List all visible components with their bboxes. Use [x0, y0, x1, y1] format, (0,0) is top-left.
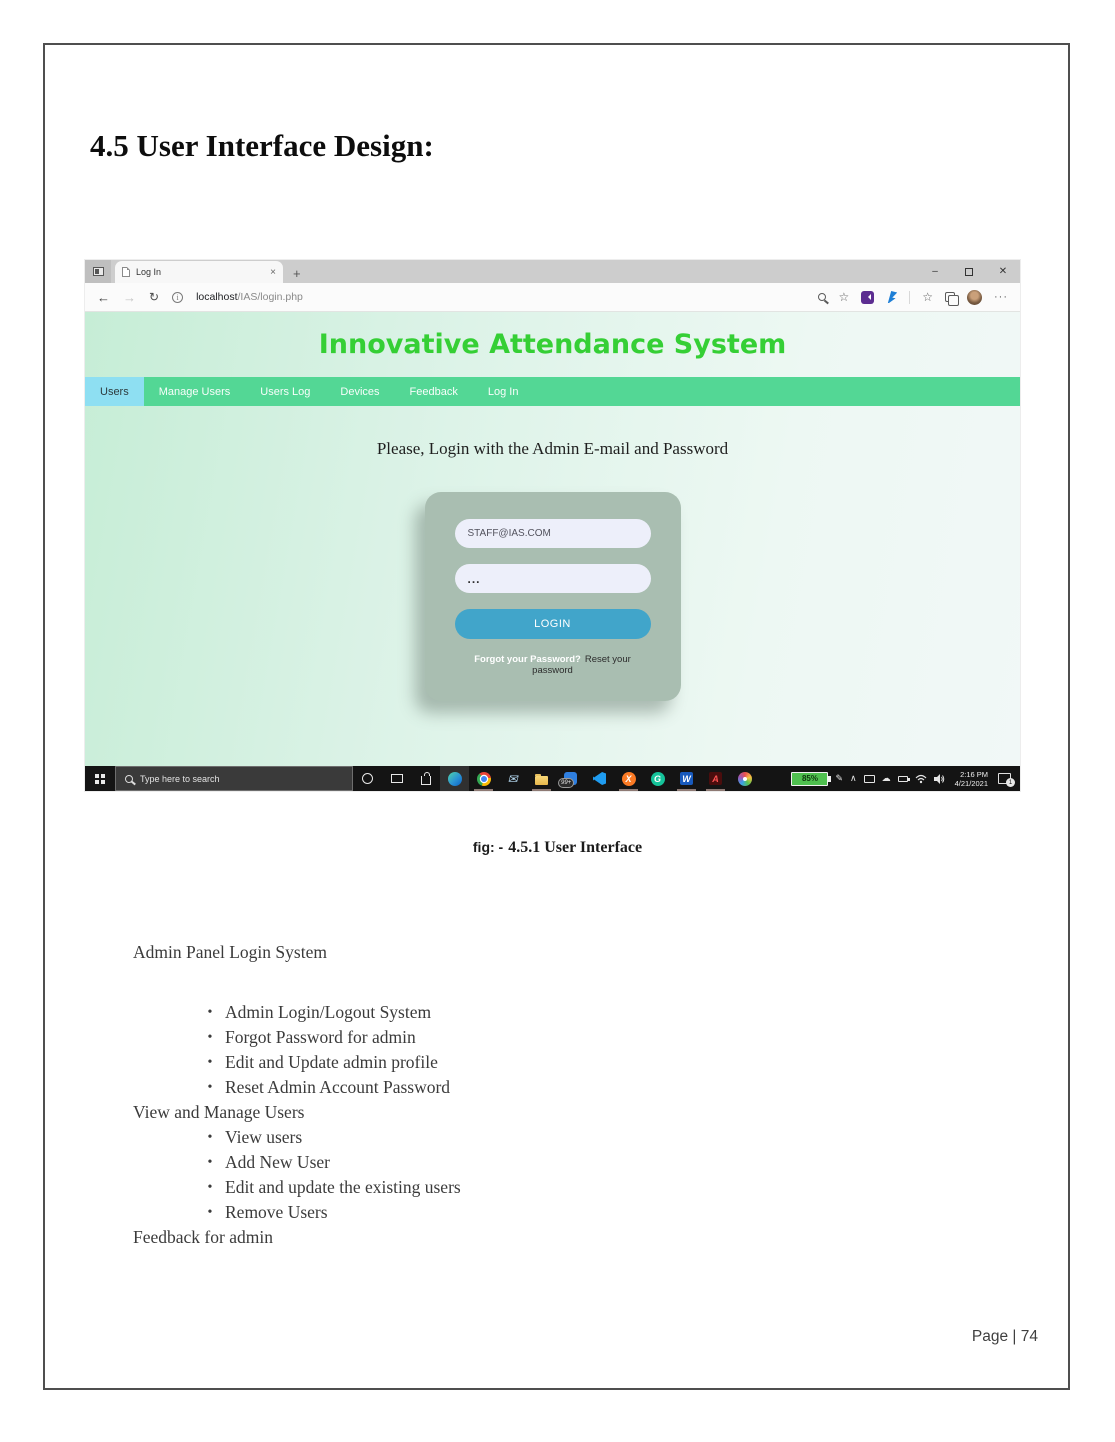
- page-icon: [122, 267, 130, 277]
- maximize-icon: [965, 268, 973, 276]
- cortana-icon[interactable]: [353, 766, 382, 791]
- page-body: [85, 406, 1020, 766]
- login-prompt: Please, Login with the Admin E-mail and Password: [376, 439, 729, 458]
- nav-item-users[interactable]: Users: [85, 377, 144, 406]
- battery-tray-icon[interactable]: [898, 776, 908, 782]
- your-phone-icon[interactable]: [556, 766, 585, 791]
- list-item: • Reset Admin Account Password: [133, 1075, 853, 1100]
- search-icon[interactable]: [818, 293, 826, 301]
- nav-item-users-log[interactable]: Users Log: [260, 385, 311, 398]
- back-button[interactable]: ←: [97, 289, 110, 305]
- list-item: • Forgot Password for admin: [133, 1025, 853, 1050]
- site-info-icon[interactable]: i: [172, 292, 183, 303]
- your-phone-tray-icon[interactable]: [864, 775, 875, 783]
- extension-purple-icon[interactable]: [861, 291, 874, 304]
- login-button[interactable]: LOGIN: [455, 609, 651, 639]
- new-tab-button[interactable]: +: [293, 266, 301, 281]
- webpage-viewport: [85, 312, 1020, 766]
- paragraph-view-manage-users: View and Manage Users: [133, 1102, 305, 1122]
- onedrive-cloud-icon[interactable]: ☁: [881, 773, 891, 783]
- refresh-button[interactable]: ↻: [149, 290, 160, 304]
- action-center-icon[interactable]: [998, 773, 1011, 784]
- acrobat-icon[interactable]: A: [701, 766, 730, 791]
- figure-caption-prefix: fig: -: [472, 839, 504, 855]
- profile-avatar[interactable]: [967, 290, 982, 305]
- forgot-password-link[interactable]: Forgot your Password?: [474, 654, 581, 665]
- toolbar-right-icons: [818, 290, 1008, 305]
- start-button[interactable]: [85, 766, 115, 791]
- system-tray: [791, 766, 1020, 791]
- vscode-icon[interactable]: [585, 766, 614, 791]
- list-item: • Edit and update the existing users: [133, 1175, 853, 1200]
- taskbar-clock[interactable]: [955, 770, 988, 788]
- clock-time: 2:16 PM: [960, 769, 988, 779]
- site-title: Innovative Attendance System: [318, 329, 787, 360]
- wifi-icon[interactable]: [915, 774, 927, 784]
- browser-window: [85, 260, 1020, 791]
- list-item: • Edit and Update admin profile: [133, 1050, 853, 1075]
- password-field[interactable]: [455, 564, 651, 593]
- list-item: • Remove Users: [133, 1200, 853, 1225]
- window-controls: [918, 260, 1020, 283]
- paragraph-feedback: Feedback for admin: [133, 1227, 273, 1247]
- battery-indicator[interactable]: 85%: [791, 772, 828, 786]
- list-item: • Add New User: [133, 1150, 853, 1175]
- toolbar-divider: [909, 291, 910, 304]
- admin-feature-list: [133, 1000, 853, 1100]
- list-item: • View users: [133, 1125, 853, 1150]
- nav-item-feedback[interactable]: Feedback: [409, 385, 458, 398]
- microsoft-store-icon[interactable]: [411, 766, 440, 791]
- email-field[interactable]: [455, 519, 651, 548]
- close-button[interactable]: ✕: [998, 266, 1008, 277]
- site-header: [85, 312, 1020, 377]
- favorites-icon[interactable]: ☆: [922, 290, 933, 304]
- search-icon: [125, 775, 133, 783]
- word-icon[interactable]: W: [672, 766, 701, 791]
- grammarly-icon[interactable]: G: [643, 766, 672, 791]
- tab-close-icon[interactable]: ×: [270, 266, 276, 278]
- notification-count-badge: 99+: [558, 778, 574, 788]
- task-view-icon[interactable]: [382, 766, 411, 791]
- list-item: • Admin Login/Logout System: [133, 1000, 853, 1025]
- maximize-button[interactable]: [952, 260, 986, 283]
- tab-title: Log In: [136, 267, 162, 277]
- file-explorer-icon[interactable]: [527, 766, 556, 791]
- extension-blue-icon[interactable]: [886, 291, 897, 303]
- browser-toolbar: [85, 283, 1020, 312]
- volume-icon[interactable]: [934, 774, 945, 784]
- figure-caption: [0, 839, 1115, 857]
- paint3d-icon[interactable]: [730, 766, 759, 791]
- taskbar-search-box[interactable]: [115, 766, 353, 791]
- pen-icon[interactable]: ✎: [835, 773, 844, 783]
- users-feature-list: [133, 1125, 853, 1225]
- chrome-icon[interactable]: [469, 766, 498, 791]
- url-path: /IAS/login.php: [237, 291, 303, 303]
- action-center-badge: 1: [1006, 778, 1015, 787]
- browser-tab[interactable]: [115, 261, 283, 283]
- nav-item-manage-users[interactable]: Manage Users: [158, 385, 231, 398]
- body-text: [133, 940, 853, 1250]
- edge-icon[interactable]: [440, 766, 469, 791]
- site-navbar: [85, 377, 1020, 406]
- favorites-add-icon[interactable]: ☆: [838, 290, 850, 304]
- reset-password-text[interactable]: Reset your password: [532, 654, 631, 676]
- page-number: Page | 74: [971, 1328, 1038, 1345]
- address-bar[interactable]: [196, 291, 303, 303]
- tab-actions-icon: [93, 267, 104, 276]
- nav-item-devices[interactable]: Devices: [340, 385, 380, 398]
- figure-caption-label: 4.5.1 User Interface: [508, 839, 643, 856]
- clock-date: 4/21/2021: [954, 778, 988, 788]
- nav-item-login[interactable]: Log In: [487, 385, 519, 398]
- search-placeholder: Type here to search: [140, 773, 220, 784]
- browser-tab-strip: [85, 260, 1020, 283]
- settings-menu-icon[interactable]: ···: [994, 291, 1008, 303]
- windows-logo-icon: [95, 774, 105, 784]
- minimize-button[interactable]: –: [932, 266, 938, 277]
- chevron-up-icon[interactable]: ∧: [850, 773, 857, 783]
- xampp-icon[interactable]: X: [614, 766, 643, 791]
- password-links: [455, 654, 651, 676]
- tab-actions-button[interactable]: [85, 260, 111, 283]
- section-heading: 4.5 User Interface Design:: [90, 128, 434, 163]
- windows-taskbar: [85, 766, 1020, 791]
- collections-icon[interactable]: [945, 292, 955, 302]
- forward-button[interactable]: →: [123, 289, 136, 305]
- login-card: [425, 492, 681, 701]
- url-host: localhost: [196, 291, 238, 303]
- paragraph-admin-panel: Admin Panel Login System: [133, 942, 327, 962]
- mail-icon[interactable]: ✉: [507, 771, 518, 786]
